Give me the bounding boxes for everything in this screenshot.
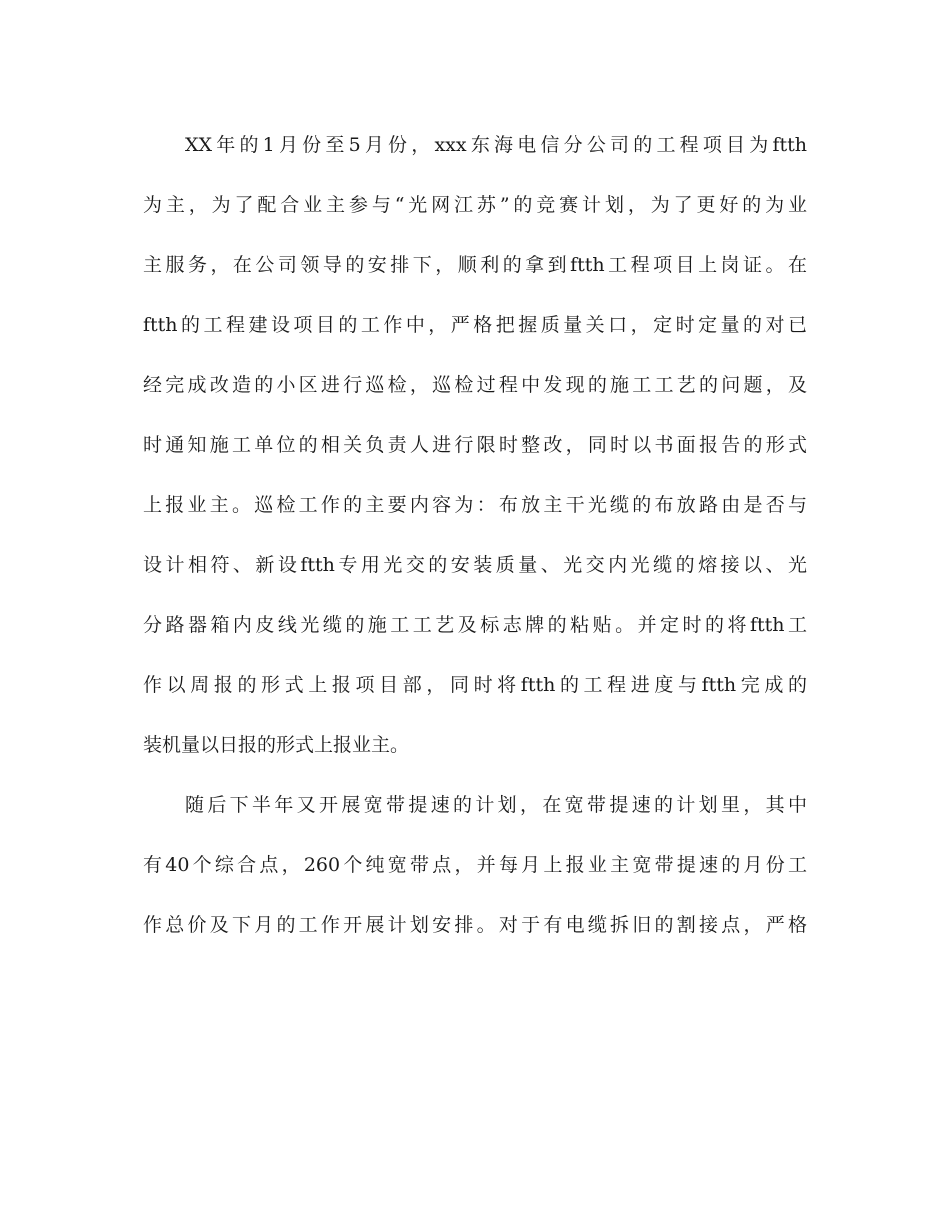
- paragraph-1: [143, 120, 807, 780]
- text-line: 作总价及下月的工作开展计划安排。对于有电缆拆旧的割接点，严格: [143, 914, 807, 936]
- document-body: [143, 120, 807, 960]
- text-line: ftth的工程建设项目的工作中，严格把握质量关口，定时定量的对已: [143, 314, 807, 336]
- text-line: 上报业主。巡检工作的主要内容为：布放主干光缆的布放路由是否与: [143, 494, 807, 516]
- text-line: 主服务，在公司领导的安排下，顺利的拿到ftth工程项目上岗证。在: [143, 254, 807, 276]
- text-line: 有40个综合点，260个纯宽带点，并每月上报业主宽带提速的月份工: [143, 854, 807, 876]
- text-line: 分路器箱内皮线光缆的施工工艺及标志牌的粘贴。并定时的将ftth工: [143, 614, 807, 636]
- text-line: XX年的1月份至5月份，xxx东海电信分公司的工程项目为ftth: [185, 134, 807, 156]
- text-line: 为主，为了配合业主参与“光网江苏”的竞赛计划，为了更好的为业: [143, 194, 807, 216]
- paragraph-2: [143, 780, 807, 960]
- text-line: 设计相符、新设ftth专用光交的安装质量、光交内光缆的熔接以、光: [143, 554, 807, 576]
- text-line: 装机量以日报的形式上报业主。: [143, 734, 410, 756]
- text-line: 作以周报的形式上报项目部，同时将ftth的工程进度与ftth完成的: [143, 674, 807, 696]
- text-line: 时通知施工单位的相关负责人进行限时整改，同时以书面报告的形式: [143, 434, 807, 456]
- text-line: 随后下半年又开展宽带提速的计划，在宽带提速的计划里，其中: [185, 794, 807, 816]
- text-line: 经完成改造的小区进行巡检，巡检过程中发现的施工工艺的问题，及: [143, 374, 807, 396]
